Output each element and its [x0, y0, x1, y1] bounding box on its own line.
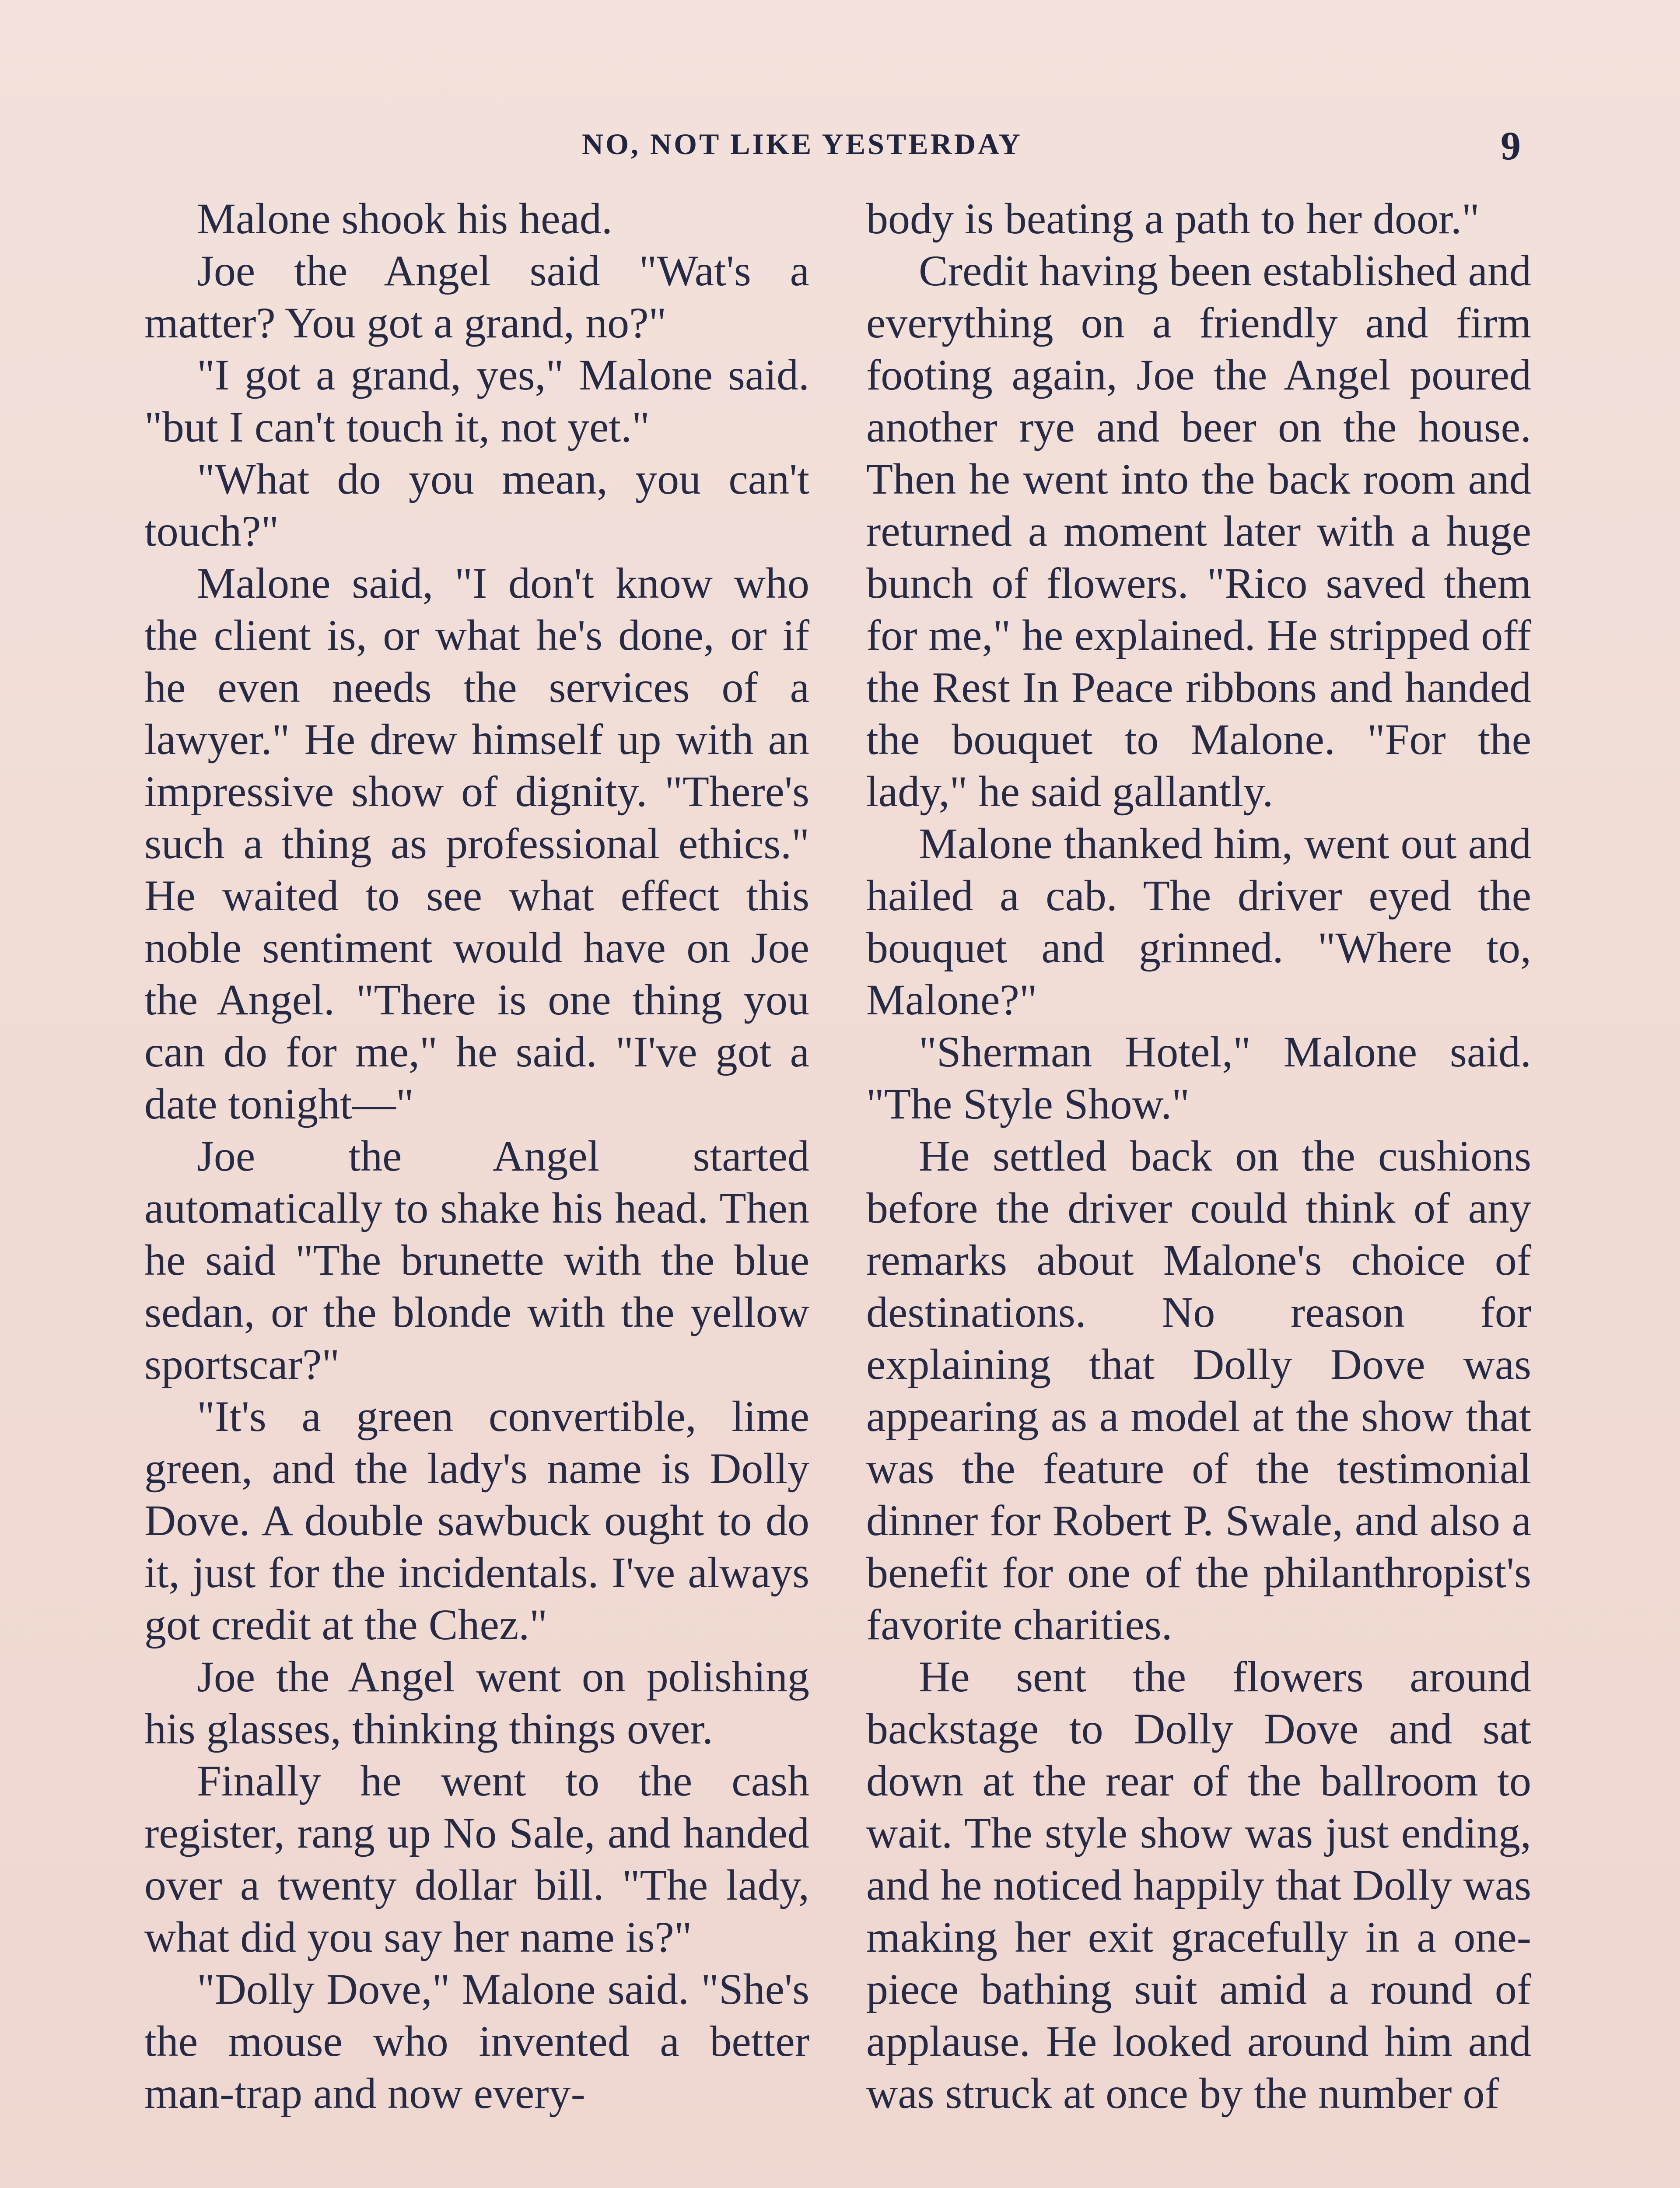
paragraph-continuation: body is beating a path to her door."	[866, 194, 1480, 243]
paragraph: He sent the flowers around backstage to Dolly Dove and sat down at the rear of the ballroom to wait. The style show was just ending, and he noticed happily that Dolly was making her exit gracefully in a one-piece bathing suit amid a round of applause. He looked around him and was struck at once by the number of	[866, 1652, 1531, 2118]
paragraph: Malone shook his head.	[197, 194, 612, 243]
paragraph: "What do you mean, you can't touch?"	[144, 455, 809, 555]
right-column	[866, 193, 1531, 2119]
paragraph: Joe the Angel went on polishing his glasses, thinking things over.	[144, 1652, 809, 1753]
page-number: 9	[1501, 123, 1521, 168]
paragraph: Joe the Angel started automatically to shake his head. Then he said "The brunette with the blue sedan, or the blonde with the yellow sportscar?"	[144, 1132, 809, 1389]
paragraph: Malone said, "I don't know who the client is, or what he's done, or if he even needs the services of a lawyer." He drew himself up with an impressive show of dignity. "There's such a thing as professional ethics." He waited to see what effect this noble sentiment would have on Joe the Angel. "There is one thing you can do for me," he said. "I've got a date tonight—"	[144, 559, 809, 1128]
paragraph: "Dolly Dove," Malone said. "She's the mouse who invented a better man-trap and now every-	[144, 1965, 809, 2118]
paragraph: He settled back on the cushions before the driver could think of any remarks about Malone's choice of destinations. No reason for explaining that Dolly Dove was appearing as a model at the show that was the feature of the testimonial dinner for Robert P. Swale, and also a benefit for one of the philanthropist's favorite charities.	[866, 1132, 1531, 1649]
running-title: NO, NOT LIKE YESTERDAY	[582, 127, 1022, 161]
paragraph: Joe the Angel said "Wat's a matter? You got a grand, no?"	[144, 246, 809, 347]
paragraph: "Sherman Hotel," Malone said. "The Style Show."	[866, 1027, 1531, 1128]
paragraph: "It's a green convertible, lime green, and the lady's name is Dolly Dove. A double sawbuck ought to do it, just for the incidentals. I've always got credit at the Chez."	[144, 1392, 809, 1649]
paragraph: "I got a grand, yes," Malone said. "but I can't touch it, not yet."	[144, 351, 809, 451]
paragraph: Malone thanked him, went out and hailed a cab. The driver eyed the bouquet and grinned. "Where to, Malone?"	[866, 819, 1531, 1024]
paragraph: Finally he went to the cash register, rang up No Sale, and handed over a twenty dollar bill. "The lady, what did you say her name is?"	[144, 1757, 809, 1961]
paragraph: Credit having been established and everything on a friendly and firm footing again, Joe the Angel poured another rye and beer on the house. Then he went into the back room and returned a moment later with a huge bunch of flowers. "Rico saved them for me," he explained. He stripped off the Rest In Peace ribbons and handed the bouquet to Malone. "For the lady," he said gallantly.	[866, 246, 1531, 816]
left-column	[144, 193, 809, 2119]
